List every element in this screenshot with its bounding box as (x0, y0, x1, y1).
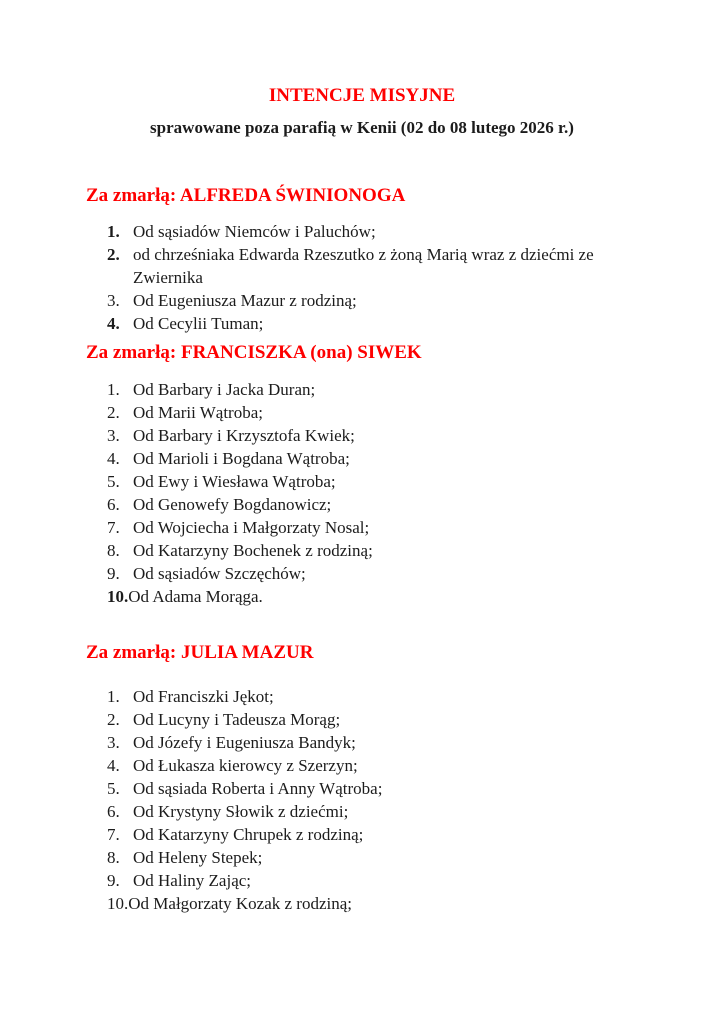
item-text: Od Marii Wątroba; (133, 403, 263, 422)
doc-title: INTENCJE MISYJNE (268, 85, 456, 106)
item-number: 4. (107, 314, 120, 333)
item-number: 3. (107, 291, 120, 310)
item-text: Od Ewy i Wiesława Wątroba; (133, 472, 336, 491)
item-text: Od Cecylii Tuman; (133, 314, 264, 333)
item-text: Od Marioli i Bogdana Wątroba; (133, 449, 350, 468)
list-item (107, 243, 637, 289)
item-text: Od sąsiadów Niemców i Paluchów; (133, 222, 376, 241)
list-item (107, 447, 637, 470)
item-text: Od Eugeniusza Mazur z rodziną; (133, 291, 357, 310)
doc-subtitle: sprawowane poza parafią w Kenii (02 do 08 lutego 2026 r.) (150, 118, 574, 137)
item-number: 4. (107, 756, 120, 775)
item-text: od chrześniaka Edwarda Rzeszutko z żoną Marią wraz z dziećmi ze Zwiernika (133, 245, 594, 287)
intention-section (0, 642, 724, 915)
item-text: Od Heleny Stepek; (133, 848, 263, 867)
list-item (107, 685, 637, 708)
intention-section (0, 185, 724, 335)
item-number: 2. (107, 245, 120, 264)
section-heading: Za zmarłą: JULIA MAZUR (86, 642, 314, 663)
item-number: 6. (107, 495, 120, 514)
list-item (107, 516, 637, 539)
item-text: Od Krystyny Słowik z dziećmi; (133, 802, 349, 821)
list-item (107, 585, 637, 608)
list-item (107, 289, 637, 312)
item-number: 1. (107, 687, 120, 706)
intention-list (86, 685, 637, 915)
item-number: 1. (107, 380, 120, 399)
list-item (107, 220, 637, 243)
intention-list (86, 378, 637, 608)
item-number: 3. (107, 426, 120, 445)
item-number: 7. (107, 825, 120, 844)
item-text: Od Józefy i Eugeniusza Bandyk; (133, 733, 356, 752)
item-number: 6. (107, 802, 120, 821)
section-heading: Za zmarłą: ALFREDA ŚWINIONOGA (86, 185, 406, 206)
item-number: 5. (107, 779, 120, 798)
item-text: Od Genowefy Bogdanowicz; (133, 495, 332, 514)
item-number: 4. (107, 449, 120, 468)
item-text: Od sąsiadów Szczęchów; (133, 564, 306, 583)
list-item (107, 401, 637, 424)
item-text: Od Barbary i Krzysztofa Kwiek; (133, 426, 355, 445)
list-item (107, 777, 637, 800)
section-heading: Za zmarłą: FRANCISZKA (ona) SIWEK (86, 342, 422, 363)
list-item (107, 869, 637, 892)
list-item (107, 312, 637, 335)
list-item (107, 378, 637, 401)
item-number: 9. (107, 564, 120, 583)
item-number: 1. (107, 222, 120, 241)
list-item (107, 493, 637, 516)
item-number: 9. (107, 871, 120, 890)
item-text: Od Lucyny i Tadeusza Morąg; (133, 710, 341, 729)
item-text: Od Haliny Zając; (133, 871, 252, 890)
list-item (107, 708, 637, 731)
item-text: Od Barbary i Jacka Duran; (133, 380, 316, 399)
item-text: Od Adama Morąga. (128, 587, 263, 606)
list-item (107, 424, 637, 447)
list-item (107, 470, 637, 493)
intention-section (0, 342, 724, 608)
item-number: 3. (107, 733, 120, 752)
item-number: 8. (107, 541, 120, 560)
item-text: Od Małgorzaty Kozak z rodziną; (128, 894, 352, 913)
list-item (107, 731, 637, 754)
list-item (107, 562, 637, 585)
item-text: Od Katarzyny Bochenek z rodziną; (133, 541, 373, 560)
item-text: Od Wojciecha i Małgorzaty Nosal; (133, 518, 370, 537)
item-text: Od Franciszki Jękot; (133, 687, 274, 706)
doc-header (0, 85, 724, 139)
item-number: 2. (107, 710, 120, 729)
intention-list (86, 220, 637, 335)
list-item (107, 754, 637, 777)
item-number: 5. (107, 472, 120, 491)
list-item (107, 846, 637, 869)
item-number: 7. (107, 518, 120, 537)
item-text: Od sąsiada Roberta i Anny Wątroba; (133, 779, 383, 798)
item-number: 10. (107, 894, 129, 913)
list-item (107, 539, 637, 562)
item-number: 10. (107, 587, 129, 606)
list-item (107, 892, 637, 915)
item-text: Od Katarzyny Chrupek z rodziną; (133, 825, 364, 844)
item-text: Od Łukasza kierowcy z Szerzyn; (133, 756, 358, 775)
list-item (107, 800, 637, 823)
item-number: 2. (107, 403, 120, 422)
list-item (107, 823, 637, 846)
item-number: 8. (107, 848, 120, 867)
sections-container (0, 185, 724, 915)
